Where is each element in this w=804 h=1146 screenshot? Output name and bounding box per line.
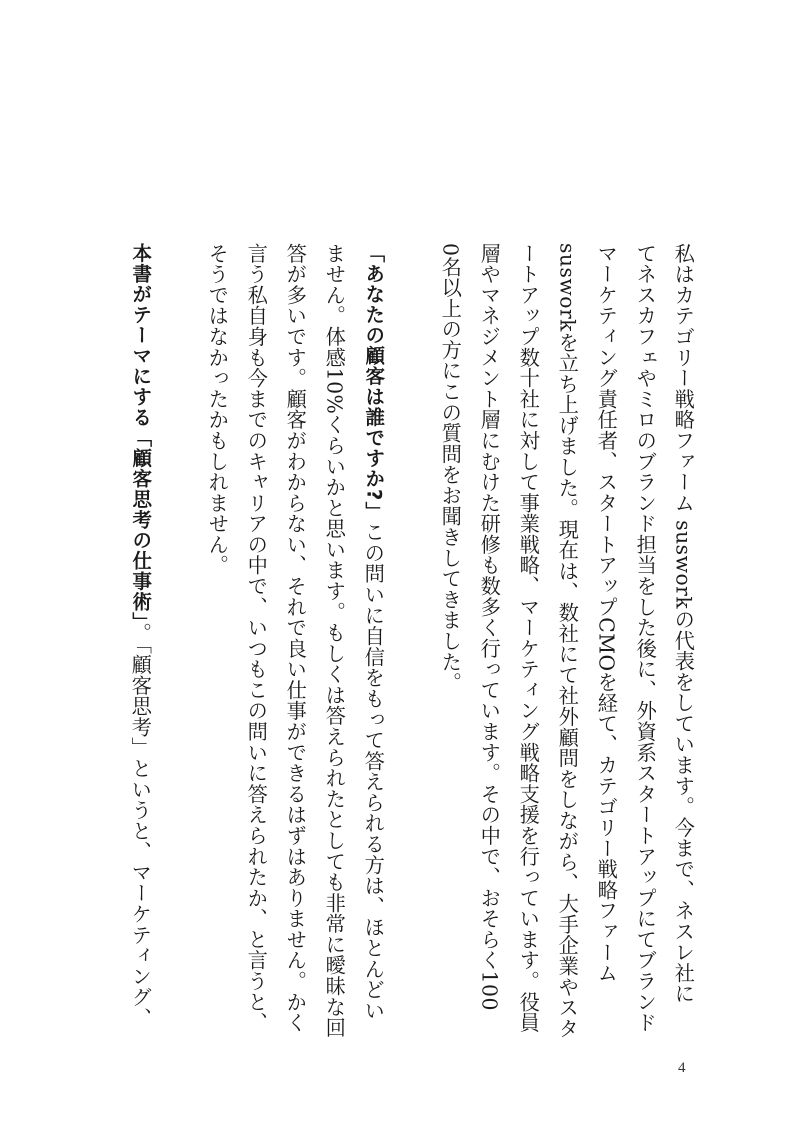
paragraph3-line-1-rest: 。「顧客思考」というと、マーケティング、	[128, 622, 153, 1029]
paragraph2-line-4: 言う私自身も今までのキャリアの中で、いつもこの問いに答えられたか、と言うと、	[244, 243, 269, 1034]
question-heading: 「あなたの顧客は誰ですか?」	[362, 243, 386, 522]
paragraph1-line-5: ートアップ数十社に対して事業戦略、マーケティング戦略支援を行っています。役員	[516, 243, 541, 1034]
paragraph2-line-1	[361, 243, 386, 1021]
paragraph2-line-3: 答が多いです。顧客がわからない、それで良い仕事ができるはずはありません。かく	[283, 243, 308, 1034]
paragraph2-line-1-rest: この問いに自信をもって答えられる方は、ほとんどい	[361, 521, 386, 1021]
paragraph2-line-5: そうではなかったかもしれません。	[205, 243, 230, 576]
book-theme-heading: 本書がテーマにする「顧客思考の仕事術」	[129, 243, 153, 623]
paragraph1-line-4: susworkを立ち上げました。現在は、数社にて社外顧問をしながら、大手企業やスタ	[555, 243, 580, 1039]
paragraph3-line-1	[128, 243, 153, 1029]
paragraph1-line-2: てネスカフェやミロのブランド担当をした後に、外資系スタートアップにてブランド	[633, 243, 658, 1034]
paragraph2-line-2: ません。体感10%くらいかと思います。もしくは答えられたとしても非常に曖昧な回	[322, 243, 347, 1039]
page-number: 4	[678, 1060, 686, 1076]
paragraph1-line-7: 0名以上の方にこの質問をお聞きしてきました。	[438, 243, 463, 693]
paragraph1-line-1: 私はカテゴリー戦略ファーム susworkの代表をしています。今まで、ネスレ社に	[671, 243, 696, 1005]
paragraph1-line-6: 層やマネジメント層にむけた研修も数多く行っています。その中で、おそらく100	[477, 243, 502, 1011]
paragraph1-line-3: マーケティング責任者、スタートアップCMOを経て、カテゴリー戦略ファーム	[594, 243, 619, 984]
